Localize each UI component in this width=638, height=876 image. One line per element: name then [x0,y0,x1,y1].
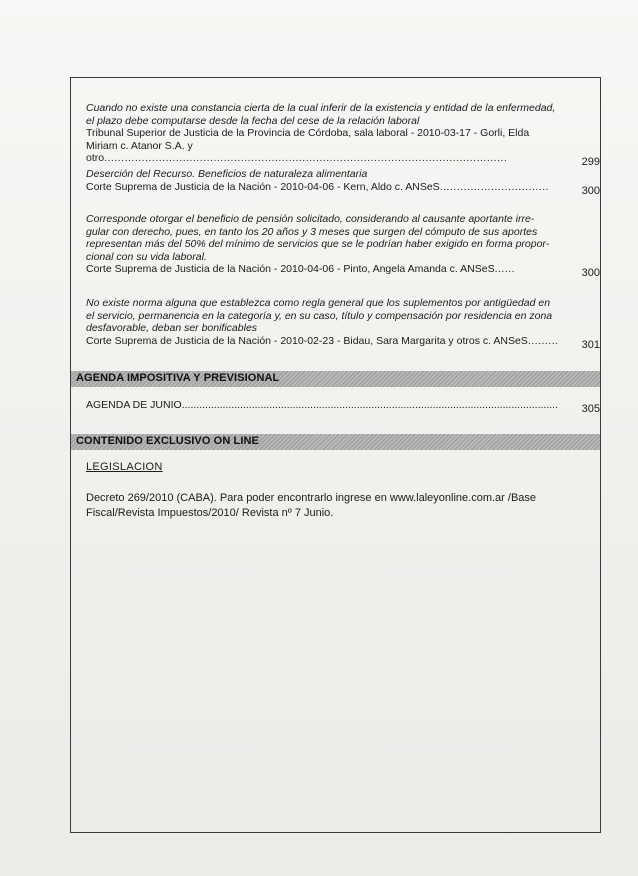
page-number: 299 [581,156,600,169]
page-number: 305 [581,403,600,415]
entry-summary: No existe norma alguna que establezca como regla general que los suplementos por antigüedad en el servicio, permanencia en la categoría y, en su caso, título y compensación por residencia en zona desfavorable, deban ser bonificables [86,297,553,335]
jurisprudence-entry [86,168,600,197]
page-number: 301 [581,338,600,351]
jurisprudence-entry [86,297,600,351]
section-title: CONTENIDO EXCLUSIVO ON LINE [76,435,259,447]
leader-dots: ................................................................................................................................. [181,399,559,411]
page-number: 300 [581,184,600,197]
entry-citation: Corte Suprema de Justicia de la Nación - 2010-02-23 - Bidau, Sara Margarita y otros c. ANSeS......... 301 [86,334,600,351]
entry-summary: Cuando no existe una constancia cierta de la cual inferir de la existencia y entidad de la enfermedad, el plazo debe computarse desde la fecha del cese de la relación laboral [86,102,556,127]
entry-summary: Corresponde otorgar el beneficio de pensión solicitado, considerando al causante aportante irre- gular con derecho, pues, en tanto los 20 años y 3 meses que surgen del cómputo de sus aportes representan más del 50% del mínimo de servicios que se le podrían haber exigido en forma propor- cional con su vida laboral. [86,213,550,263]
jurisprudence-entry [86,102,600,169]
leader-dots: ......... [527,334,559,347]
legislacion-text: Decreto 269/2010 (CABA). Para poder encontrarlo ingrese en www.laleyonline.com.ar /Base Fiscal/Revista Impuestos/2010/ Revista nº 7 Junio. [86,492,537,519]
leader-dots: ................................ [439,180,550,193]
jurisprudence-entry [86,213,600,280]
page-number: 300 [581,267,600,280]
entry-citation: Tribunal Superior de Justicia de la Provincia de Córdoba, sala laboral - 2010-03-17 - Gorli, Elda Miriam c. Atanor S.A. y otro...................................................................................................................... 299 [86,127,600,169]
leader-dots: ...... [494,263,516,276]
entry-citation: Corte Suprema de Justicia de la Nación - 2010-04-06 - Kern, Aldo c. ANSeS................................ 300 [86,180,600,197]
section-header-agenda [71,371,600,387]
section-title: AGENDA IMPOSITIVA Y PREVISIONAL [76,372,280,384]
section-header-online [71,434,600,450]
leader-dots: ...................................................................................................................... [104,152,508,165]
agenda-entry [86,399,600,415]
legislacion-heading: LEGISLACION [86,461,163,473]
entry-citation: Corte Suprema de Justicia de la Nación - 2010-04-06 - Pinto, Angela Amanda c. ANSeS...... 300 [86,263,600,280]
agenda-label: AGENDA DE JUNIO [86,399,182,411]
entry-summary: Deserción del Recurso. Beneficios de naturaleza alimentaria [86,168,368,180]
